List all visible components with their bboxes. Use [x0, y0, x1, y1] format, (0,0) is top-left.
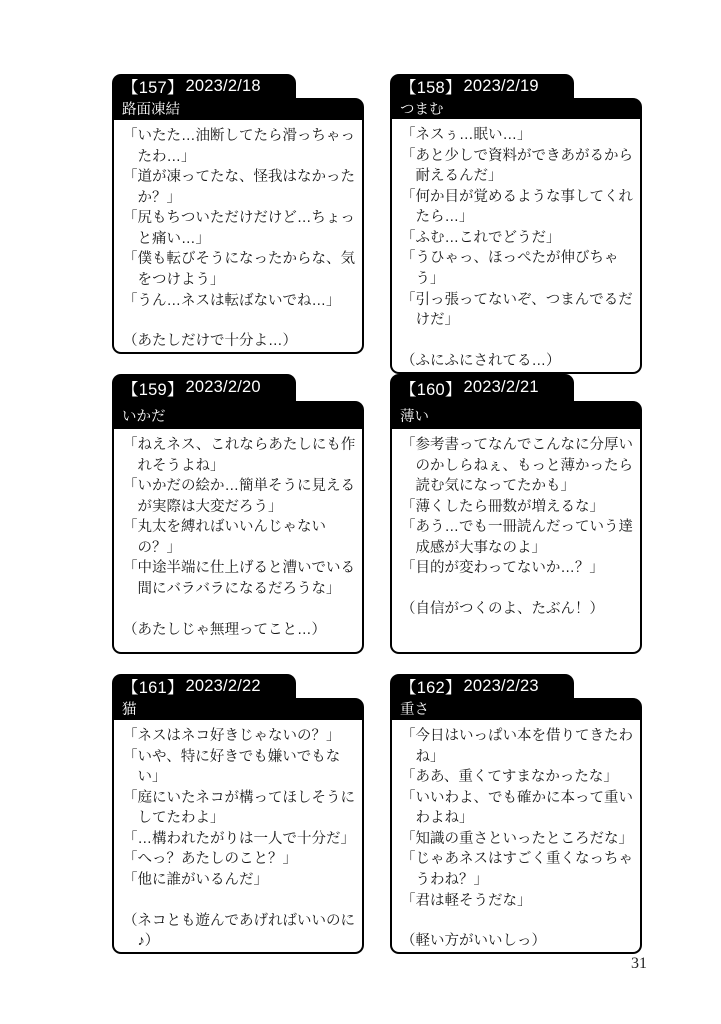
dialogue-line: 「ふむ…これでどうだ」 — [401, 229, 561, 246]
entry-number: 【162】 — [400, 679, 462, 697]
dialogue-line: 「ねえネス、これならあたしにも作れそうよね」 — [123, 437, 356, 474]
dialogue-lines — [401, 125, 635, 331]
entry-number: 【158】 — [400, 79, 462, 97]
dialogue-line: 「いかだの絵か…簡単そうに見えるが実際は大変だろう」 — [123, 478, 355, 515]
dialogue-lines — [401, 726, 635, 911]
entry-dialogue — [390, 720, 642, 954]
dialogue-line: 「道が凍ってたな、怪我はなかったか？」 — [123, 169, 355, 206]
dialogue-line: 「今日はいっぱい本を借りてきたわね」 — [401, 727, 633, 765]
dialogue-line: 「薄くしたら冊数が増えるな」 — [401, 498, 604, 515]
entry-dialogue — [390, 429, 642, 654]
dialogue-lines — [123, 435, 357, 600]
dialogue-line: 「ネスぅ…眠い…」 — [401, 127, 532, 143]
dialogue-line: 「何か目が覚めるような事してくれたら…」 — [401, 188, 633, 226]
entry-header-tab — [390, 374, 574, 401]
aside-line: （ふにふにされてる…） — [401, 353, 561, 370]
entry-title-bar — [390, 401, 642, 429]
entry-dialogue — [112, 429, 364, 654]
dialogue-lines — [123, 126, 357, 311]
dialogue-line: 「引っ張ってないぞ、つまんでるだけだ」 — [401, 291, 633, 329]
dialogue-line: 「あと少しで資料ができあがるから耐えるんだ」 — [401, 147, 633, 185]
entry-number: 【159】 — [122, 380, 184, 399]
dialogue-line: 「君は軽そうだな」 — [401, 892, 532, 909]
entry-header-tab — [390, 674, 574, 698]
entry-header-tab — [112, 674, 296, 698]
entry-title-bar — [112, 698, 364, 720]
entry-title-bar — [390, 698, 642, 720]
dialogue-line: 「へっ？あたしのこと？」 — [123, 851, 297, 868]
diary-entry-157 — [112, 74, 364, 354]
dialogue-line: 「丸太を縛ればいいんじゃないの？」 — [123, 519, 326, 556]
dialogue-line: 「知識の重さといったところだな」 — [401, 830, 633, 847]
aside-line: （ネコとも遊んであげればいいのに♪） — [123, 912, 355, 950]
dialogue-line: 「いいわよ、でも確かに本って重いわよね」 — [401, 789, 633, 827]
entry-date: 2023/2/20 — [185, 378, 261, 396]
diary-entry-158 — [390, 74, 642, 370]
dialogue-lines — [401, 435, 635, 579]
entry-title: 路面凍結 — [122, 102, 180, 119]
dialogue-line: 「…構われたがりは一人で十分だ」 — [123, 830, 355, 847]
dialogue-lines — [123, 726, 357, 891]
entry-number: 【160】 — [400, 380, 462, 399]
aside-line: （あたしじゃ無理ってこと…） — [123, 621, 326, 638]
aside-line: （軽い方がいいしっ） — [401, 933, 546, 950]
dialogue-line: 「ネスはネコ好きじゃないの？」 — [123, 727, 341, 744]
dialogue-line: 「庭にいたネコが構ってほしそうにしてたわよ」 — [123, 789, 355, 827]
entry-number: 【161】 — [122, 679, 184, 697]
entry-date: 2023/2/18 — [185, 76, 261, 95]
dialogue-line: 「うひゃっ、ほっぺたが伸びちゃう」 — [401, 250, 619, 288]
dialogue-line: 「ああ、重くてすまなかったな」 — [401, 769, 618, 786]
dialogue-line: 「僕も転びそうになったからな、気をつけよう」 — [123, 251, 355, 288]
dialogue-line: 「中途半端に仕上げると漕いでいる間にバラバラになるだろうな」 — [123, 560, 355, 598]
entry-title: いかだ — [122, 408, 166, 425]
entry-date: 2023/2/22 — [185, 676, 261, 695]
dialogue-line: 「他に誰がいるんだ」 — [123, 871, 268, 888]
entry-grid — [112, 74, 642, 954]
diary-entry-161 — [112, 674, 364, 954]
entry-dialogue — [112, 120, 364, 354]
entry-number: 【157】 — [122, 79, 184, 97]
diary-entry-160 — [390, 374, 642, 654]
entry-title: つまむ — [400, 102, 444, 118]
entry-date: 2023/2/23 — [463, 676, 539, 695]
entry-title: 猫 — [122, 702, 137, 719]
entry-dialogue — [112, 720, 364, 954]
diary-entry-162 — [390, 674, 642, 954]
entry-header-tab — [390, 74, 574, 98]
diary-entry-159 — [112, 374, 364, 654]
entry-title: 薄い — [400, 408, 429, 425]
dialogue-line: 「うん…ネスは転ばないでね…」 — [123, 292, 341, 309]
dialogue-line: 「参考書ってなんでこんなに分厚いのかしらねぇ、もっと薄かったら読む気になってたかも」 — [401, 437, 633, 495]
entry-dialogue — [390, 119, 642, 374]
dialogue-line: 「尻もちついただけだけど…ちょっと痛い…」 — [123, 210, 355, 247]
entry-title-bar — [112, 98, 364, 120]
aside-line: （自信がつくのよ、たぶん！） — [401, 601, 604, 618]
dialogue-line: 「あう…でも一冊読んだっていう達成感が大事なのよ」 — [401, 519, 633, 556]
page-number: 31 — [631, 955, 647, 972]
dialogue-line: 「じゃあネスはすごく重くなっちゃうわね？」 — [401, 851, 633, 888]
entry-title-bar — [390, 98, 642, 119]
entry-title-bar — [112, 401, 364, 429]
entry-date: 2023/2/19 — [463, 76, 539, 95]
entry-header-tab — [112, 74, 296, 98]
dialogue-line: 「いや、特に好きでも嫌いでもない」 — [123, 748, 341, 786]
aside-line: （あたしだけで十分よ…） — [123, 333, 297, 350]
entry-title: 重さ — [400, 702, 429, 719]
entry-date: 2023/2/21 — [463, 378, 539, 396]
entry-header-tab — [112, 374, 296, 401]
dialogue-line: 「いたた…油断してたら滑っちゃったわ…」 — [123, 127, 355, 165]
dialogue-line: 「目的が変わってないか…？」 — [401, 560, 604, 577]
